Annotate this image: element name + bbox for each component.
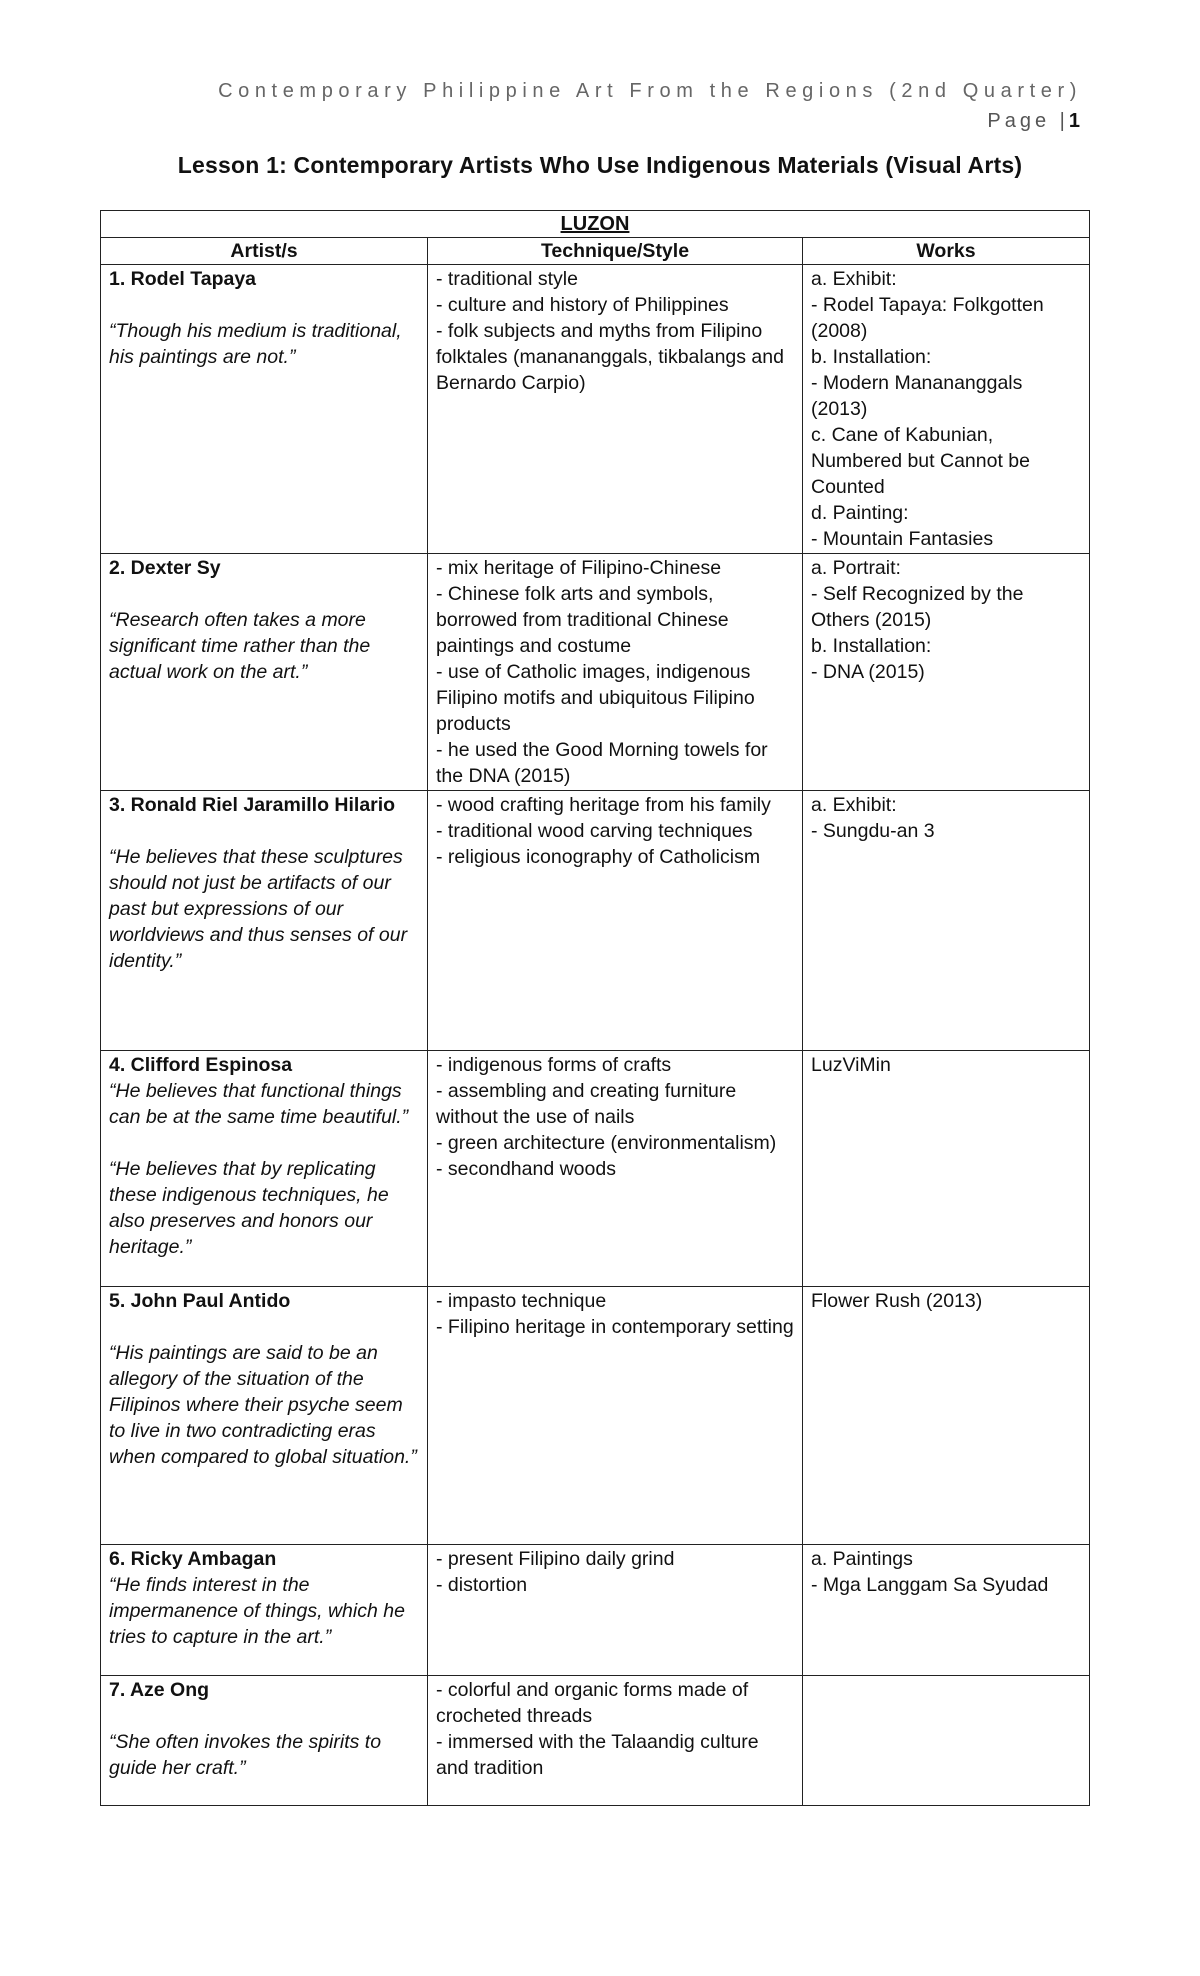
page-number-line — [218, 106, 1082, 136]
artist-quote: “Though his medium is traditional, his paintings are not.” — [109, 320, 402, 368]
works-item: - Modern Manananggals (2013) — [811, 372, 1023, 420]
technique-item: - colorful and organic forms made of crocheted threads — [436, 1679, 749, 1727]
artist-quote: “He believes that functional things can be at the same time beautiful.” — [109, 1080, 409, 1128]
artist-cell — [101, 791, 428, 1051]
works-item: a. Portrait: — [811, 557, 901, 579]
works-item: - DNA (2015) — [811, 661, 925, 683]
works-item: Flower Rush (2013) — [811, 1290, 983, 1312]
works-cell — [803, 1676, 1090, 1806]
works-item: a. Exhibit: — [811, 794, 897, 816]
artist-quote: “She often invokes the spirits to guide her craft.” — [109, 1731, 382, 1779]
artist-cell — [101, 1051, 428, 1287]
region-row — [101, 211, 1090, 238]
technique-item: - present Filipino daily grind — [436, 1548, 675, 1570]
technique-item: - culture and history of Philippines — [436, 294, 729, 316]
technique-item: - Filipino heritage in contemporary setting — [436, 1316, 794, 1338]
technique-cell — [428, 554, 803, 791]
technique-item: - he used the Good Morning towels for the DNA (2015) — [436, 739, 768, 787]
artist-name: 3. Ronald Riel Jaramillo Hilario — [109, 794, 396, 816]
table-row — [101, 1545, 1090, 1676]
technique-item: - immersed with the Talaandig culture and tradition — [436, 1731, 759, 1779]
works-cell — [803, 1051, 1090, 1287]
column-header-row — [101, 238, 1090, 265]
works-cell — [803, 791, 1090, 1051]
table-row — [101, 1676, 1090, 1806]
column-header-works: Works — [803, 238, 1090, 265]
column-header-technique: Technique/Style — [428, 238, 803, 265]
artist-name: 2. Dexter Sy — [109, 557, 221, 579]
works-item: b. Installation: — [811, 346, 932, 368]
artist-quote: “He believes that these sculptures should not just be artifacts of our past but expressions of our worldviews and thus senses of our identity.” — [109, 846, 408, 972]
technique-item: - religious iconography of Catholicism — [436, 846, 761, 868]
region-header — [101, 211, 1090, 238]
technique-item: - secondhand woods — [436, 1158, 616, 1180]
technique-item: - distortion — [436, 1574, 528, 1596]
technique-item: - green architecture (environmentalism) — [436, 1132, 777, 1154]
table-row — [101, 1287, 1090, 1545]
works-item: LuzViMin — [811, 1054, 891, 1076]
technique-item: - assembling and creating furniture without the use of nails — [436, 1080, 737, 1128]
artist-cell — [101, 265, 428, 554]
artist-cell — [101, 1545, 428, 1676]
artists-table — [100, 210, 1090, 1806]
technique-item: - traditional style — [436, 268, 578, 290]
technique-item: - indigenous forms of crafts — [436, 1054, 672, 1076]
technique-item: - traditional wood carving techniques — [436, 820, 753, 842]
technique-item: - mix heritage of Filipino-Chinese — [436, 557, 722, 579]
works-item: a. Paintings — [811, 1548, 913, 1570]
artist-name: 5. John Paul Antido — [109, 1290, 291, 1312]
works-cell — [803, 554, 1090, 791]
artist-cell — [101, 1676, 428, 1806]
technique-cell — [428, 265, 803, 554]
works-item: d. Painting: — [811, 502, 909, 524]
artist-name: 7. Aze Ong — [109, 1679, 210, 1701]
table-row — [101, 554, 1090, 791]
column-header-artists: Artist/s — [101, 238, 428, 265]
artist-quote: “He believes that by replicating these indigenous techniques, he also preserves and honors our heritage.” — [109, 1158, 389, 1258]
artist-name: 6. Ricky Ambagan — [109, 1548, 277, 1570]
artist-quote: “His paintings are said to be an allegory of the situation of the Filipinos where their psyche seem to live in two contradicting eras when compared to global situation.” — [109, 1342, 417, 1468]
artist-quote: “He finds interest in the impermanence of things, which he tries to capture in the art.” — [109, 1574, 405, 1648]
table-row — [101, 265, 1090, 554]
works-item: - Rodel Tapaya: Folkgotten (2008) — [811, 294, 1044, 342]
works-item: c. Cane of Kabunian, Numbered but Cannot be Counted — [811, 424, 1030, 498]
page-label: Page | — [987, 110, 1069, 132]
technique-item: - use of Catholic images, indigenous Filipino motifs and ubiquitous Filipino products — [436, 661, 755, 735]
works-item: - Mountain Fantasies — [811, 528, 994, 550]
technique-cell — [428, 1676, 803, 1806]
technique-cell — [428, 1287, 803, 1545]
works-item: a. Exhibit: — [811, 268, 897, 290]
works-item: b. Installation: — [811, 635, 932, 657]
technique-cell — [428, 1051, 803, 1287]
technique-cell — [428, 1545, 803, 1676]
artist-quote: “Research often takes a more significant time rather than the actual work on the art.” — [109, 609, 371, 683]
technique-cell — [428, 791, 803, 1051]
technique-item: - impasto technique — [436, 1290, 607, 1312]
works-item: - Mga Langgam Sa Syudad — [811, 1574, 1049, 1596]
region-label: LUZON — [560, 213, 630, 235]
technique-item: - wood crafting heritage from his family — [436, 794, 771, 816]
works-item: - Sungdu-an 3 — [811, 820, 935, 842]
artist-cell — [101, 554, 428, 791]
works-cell — [803, 1287, 1090, 1545]
table-row — [101, 1051, 1090, 1287]
page-number: 1 — [1068, 110, 1082, 132]
works-item: - Self Recognized by the Others (2015) — [811, 583, 1024, 631]
artist-name: 4. Clifford Espinosa — [109, 1054, 293, 1076]
technique-item: - Chinese folk arts and symbols, borrowed from traditional Chinese paintings and costume — [436, 583, 729, 657]
running-title: Contemporary Philippine Art From the Regions (2nd Quarter) — [218, 80, 1082, 102]
works-cell — [803, 265, 1090, 554]
artist-name: 1. Rodel Tapaya — [109, 268, 257, 290]
technique-item: - folk subjects and myths from Filipino folktales (manananggals, tikbalangs and Bernardo Carpio) — [436, 320, 784, 394]
lesson-title: Lesson 1: Contemporary Artists Who Use Indigenous Materials (Visual Arts) — [177, 152, 1023, 178]
table-row — [101, 791, 1090, 1051]
works-cell — [803, 1545, 1090, 1676]
artist-cell — [101, 1287, 428, 1545]
page-header — [218, 76, 1082, 136]
